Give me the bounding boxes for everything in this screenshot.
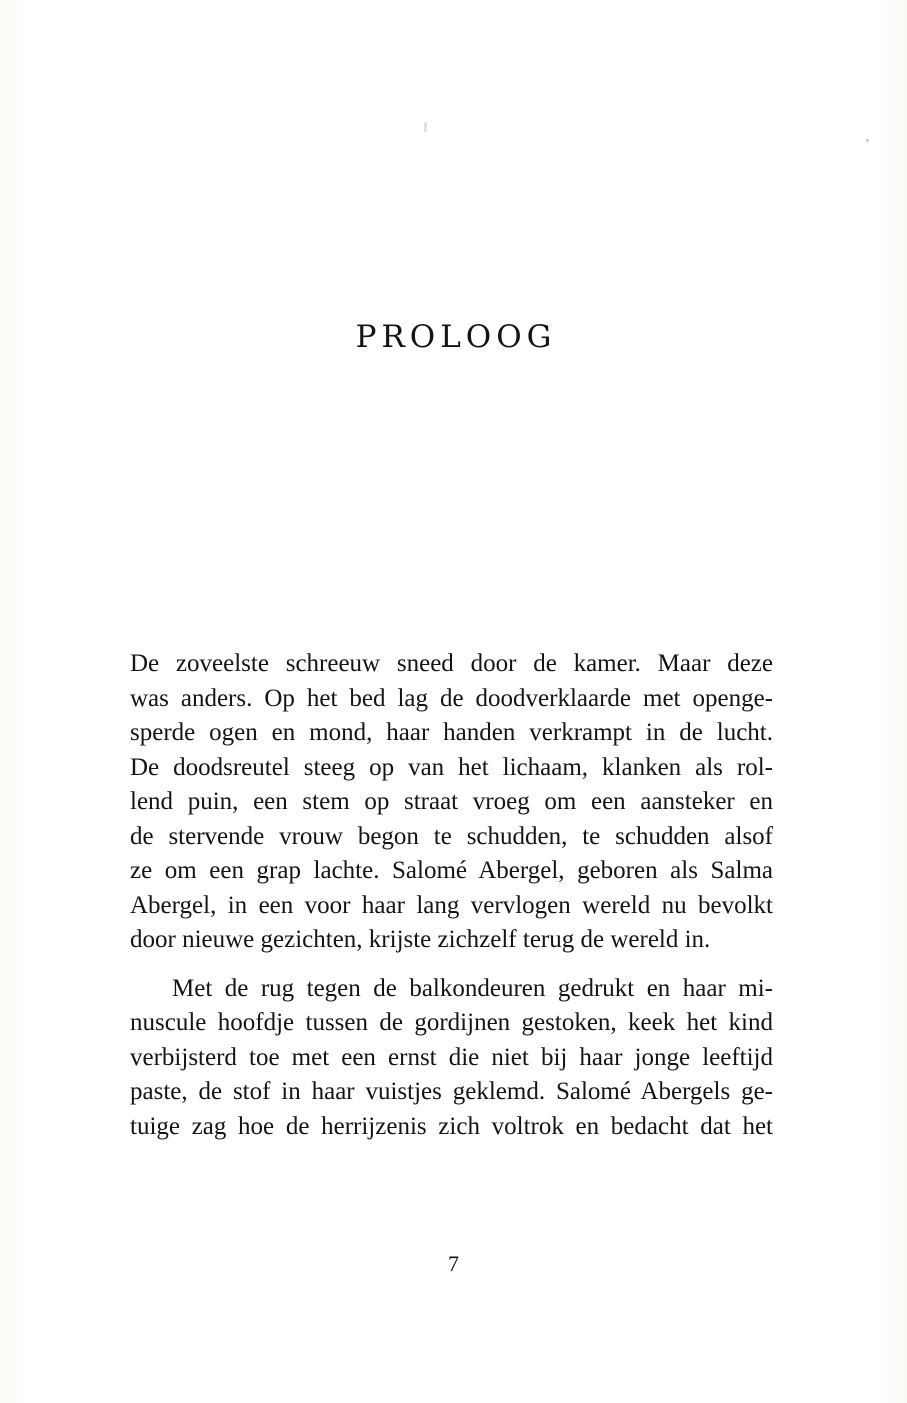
text-line: Met de rug tegen de balkondeuren gedrukt en haar mi- xyxy=(172,974,773,1002)
text-line: Abergel, in een voor haar lang vervlogen wereld nu bevolkt xyxy=(130,891,773,919)
page-number: 7 xyxy=(448,1251,459,1276)
text-line: door nieuwe gezichten, krijste zichzelf terug de wereld in. xyxy=(130,926,711,953)
text-line: ze om een grap lachte. Salomé Abergel, geboren als Salma xyxy=(130,857,773,884)
text-line: De zoveelste schreeuw sneed door de kamer. Maar deze xyxy=(130,650,773,677)
text-line: verbijsterd toe met een ernst die niet bij haar jonge leeftijd xyxy=(130,1043,773,1071)
text-line: De doodsreutel steeg op van het lichaam, klanken als rol- xyxy=(130,753,773,781)
text-line: de stervende vrouw begon te schudden, te schudden alsof xyxy=(130,822,773,850)
body-text xyxy=(130,647,773,1144)
paragraph xyxy=(130,972,773,1145)
text-line: was anders. Op het bed lag de doodverklaarde met opengе- xyxy=(130,684,773,712)
text-line: sperde ogen en mond, haar handen verkrampt in de lucht. xyxy=(130,719,773,746)
text-line: tuige zag hoe de herrijzenis zich voltrok en bedacht dat het xyxy=(130,1112,773,1140)
text-line: lend puin, een stem op straat vroeg om een aansteker en xyxy=(130,788,773,815)
paragraph xyxy=(130,647,773,958)
paper-speck xyxy=(424,122,427,132)
text-line: nuscule hoofdje tussen de gordijnen gestoken, keek het kind xyxy=(130,1009,773,1036)
text-line: paste, de stof in haar vuistjes geklemd. Salomé Abergels ge- xyxy=(130,1078,773,1105)
chapter-title: PROLOOG xyxy=(355,318,557,355)
paper-speck xyxy=(866,139,869,142)
